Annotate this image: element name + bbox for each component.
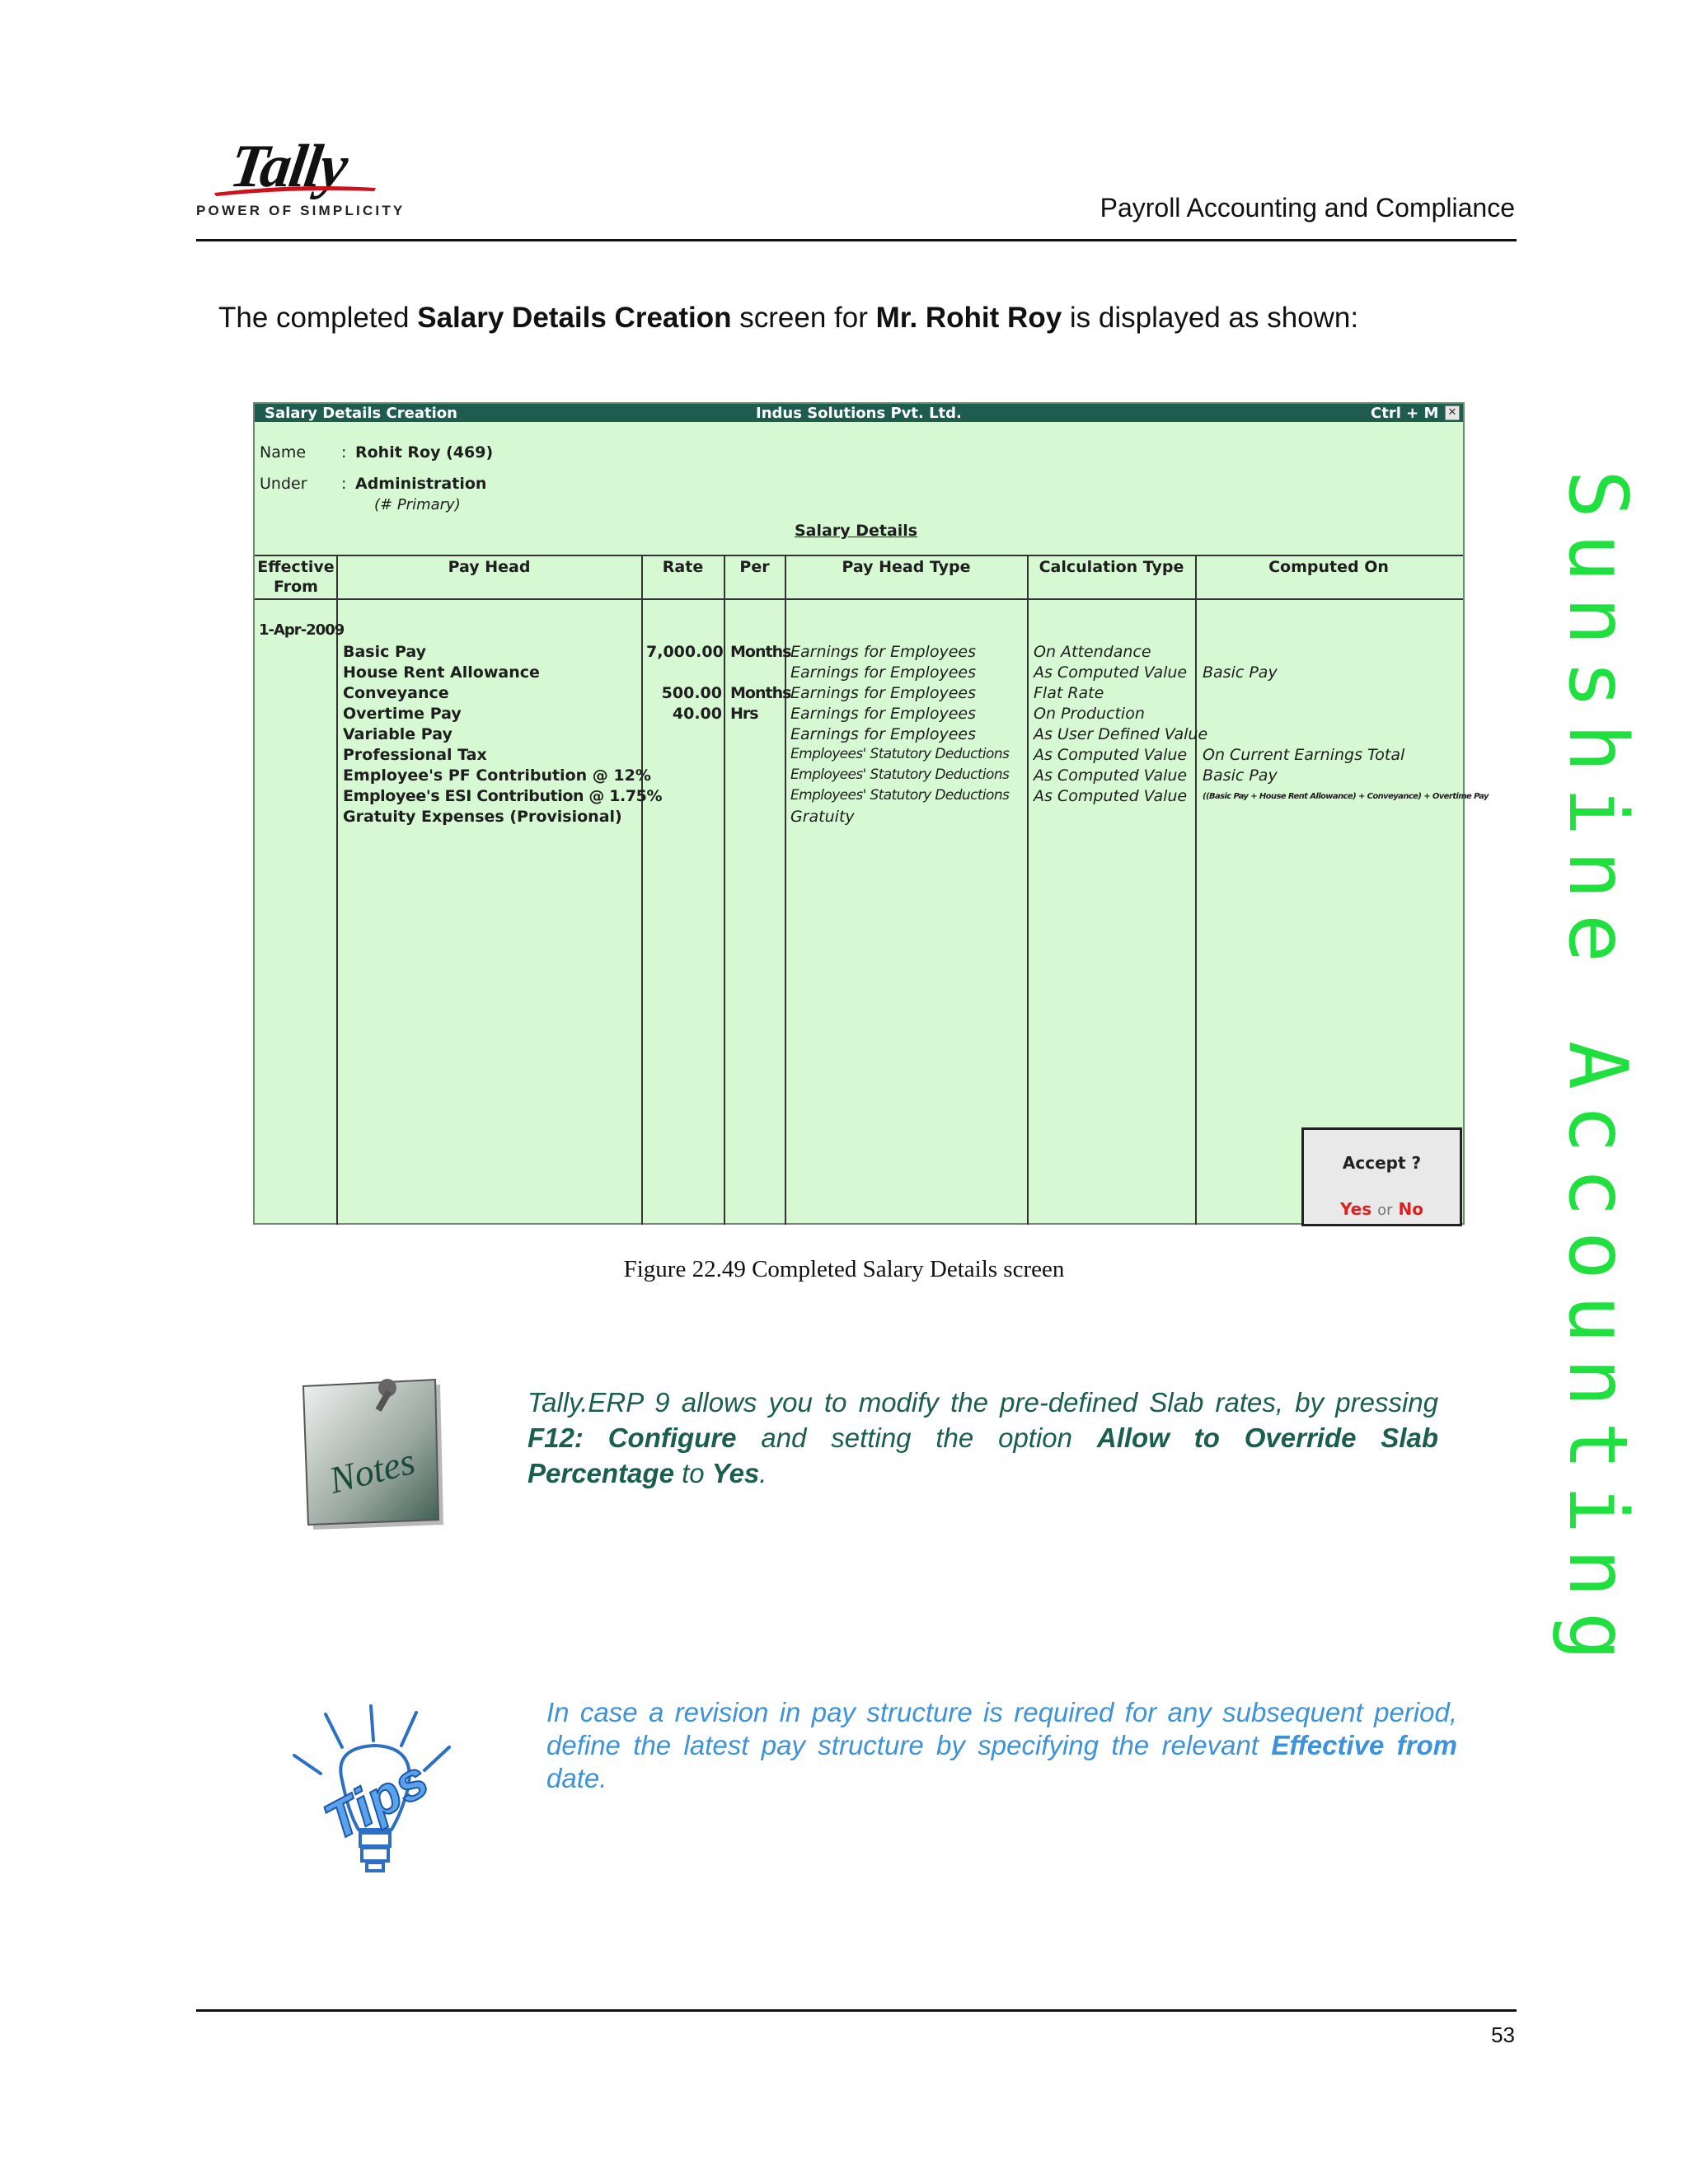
pay-head-type-cell: Earnings for Employees xyxy=(790,643,976,661)
tips-bold-effective-from: Effective from xyxy=(1271,1730,1457,1760)
per-cell: Hrs xyxy=(730,705,758,723)
pay-head-cell: Overtime Pay xyxy=(343,705,462,723)
calculation-type-cell: As Computed Value xyxy=(1034,787,1188,805)
close-icon[interactable]: ✕ xyxy=(1445,405,1460,420)
col-header-calculation-type: Calculation Type xyxy=(1039,558,1184,576)
pay-head-type-cell: Employees' Statutory Deductions xyxy=(790,787,1010,804)
pay-head-type-cell: Employees' Statutory Deductions xyxy=(790,746,1010,762)
notes-text: to xyxy=(673,1458,712,1488)
pay-head-cell: Conveyance xyxy=(343,684,449,702)
calculation-type-cell: On Production xyxy=(1034,705,1145,723)
calculation-type-cell: Flat Rate xyxy=(1034,684,1104,702)
under-label: Under xyxy=(260,475,307,493)
header-rule xyxy=(196,239,1517,241)
pay-head-cell: House Rent Allowance xyxy=(343,663,540,682)
figure-caption: Figure 22.49 Completed Salary Details screen xyxy=(623,1256,1065,1282)
table-row[interactable] xyxy=(255,787,1489,808)
pay-head-type-cell: Gratuity xyxy=(790,808,855,826)
table-row[interactable] xyxy=(255,684,1463,705)
side-watermark-text: Sunshine Accounting xyxy=(1550,470,1644,1676)
under-field[interactable]: Administration xyxy=(355,475,487,493)
intro-text: The completed xyxy=(218,302,418,334)
computed-on-cell: On Current Earnings Total xyxy=(1203,746,1405,764)
calculation-type-cell: On Attendance xyxy=(1034,643,1151,661)
side-watermark xyxy=(1550,470,1644,1722)
col-header-pay-head: Pay Head xyxy=(448,558,531,576)
col-header-computed-on: Computed On xyxy=(1268,558,1389,576)
notes-icon xyxy=(298,1370,447,1535)
tips-icon-label: Tips xyxy=(314,1748,438,1852)
per-cell: Months xyxy=(730,643,791,661)
pay-head-type-cell: Earnings for Employees xyxy=(790,663,976,682)
accept-question: Accept ? xyxy=(1342,1153,1422,1173)
rate-cell: 7,000.00 xyxy=(646,643,724,661)
name-label: Name xyxy=(260,443,307,462)
name-colon: : xyxy=(341,443,347,462)
col-header-pay-head-type: Pay Head Type xyxy=(842,558,971,576)
pay-head-cell: Employee's PF Contribution @ 12% xyxy=(343,766,651,785)
accept-dialog xyxy=(1301,1127,1462,1226)
tips-lightbulb-icon xyxy=(284,1698,466,1887)
footer-rule xyxy=(196,2009,1517,2012)
intro-bold-screen: Salary Details Creation xyxy=(417,302,732,334)
col-header-per: Per xyxy=(739,558,770,576)
col-header-effective-from: Effective From xyxy=(257,558,335,596)
tally-logo xyxy=(196,132,406,223)
effective-from-date[interactable]: 1-Apr-2009 xyxy=(259,621,345,639)
table-row[interactable] xyxy=(255,808,1463,828)
accept-or-label: or xyxy=(1377,1202,1393,1219)
table-row[interactable] xyxy=(255,746,1463,766)
accept-options xyxy=(1304,1199,1460,1219)
page-header-title: Payroll Accounting and Compliance xyxy=(1100,193,1515,223)
accept-yes-button[interactable]: Yes xyxy=(1340,1199,1372,1219)
intro-text: is displayed as shown: xyxy=(1062,302,1359,334)
notes-icon-label: Notes xyxy=(325,1439,420,1502)
computed-on-cell: ((Basic Pay + House Rent Allowance) + Conveyance) + Overtime Pay xyxy=(1203,792,1489,801)
pay-head-type-cell: Earnings for Employees xyxy=(790,684,976,702)
calculation-type-cell: As Computed Value xyxy=(1034,766,1188,785)
notes-bold-option: Allow to Override Slab Percentage xyxy=(528,1422,1439,1488)
notes-paragraph xyxy=(528,1385,1438,1491)
table-row[interactable] xyxy=(255,766,1463,787)
pay-head-type-cell: Earnings for Employees xyxy=(790,725,976,743)
name-field[interactable]: Rohit Roy (469) xyxy=(355,443,494,462)
notes-text: Tally.ERP 9 allows you to modify the pre-defined Slab rates, by pressing xyxy=(528,1387,1438,1418)
rate-cell: 500.00 xyxy=(661,684,722,702)
notes-text: . xyxy=(759,1458,767,1488)
salary-details-screen xyxy=(253,402,1489,1225)
intro-text: screen for xyxy=(731,302,876,334)
under-sub-label: (# Primary) xyxy=(374,496,461,513)
table-row[interactable] xyxy=(255,725,1463,746)
intro-paragraph xyxy=(218,302,1358,335)
table-top-border xyxy=(255,555,1463,556)
notes-bold-yes: Yes xyxy=(711,1458,760,1488)
pay-head-type-cell: Earnings for Employees xyxy=(790,705,976,723)
page-number: 53 xyxy=(1491,2022,1515,2047)
tips-text: In case a revision in pay structure is required for any subsequent period, define the latest pay structure by specifying the relevant xyxy=(546,1697,1457,1760)
pay-head-type-cell: Employees' Statutory Deductions xyxy=(790,766,1010,783)
pay-head-cell: Basic Pay xyxy=(343,643,427,661)
salary-details-heading: Salary Details xyxy=(795,522,918,540)
under-colon: : xyxy=(341,475,347,493)
screen-title: Salary Details Creation xyxy=(265,405,457,422)
notes-text: and setting the option xyxy=(736,1422,1097,1453)
intro-bold-name: Mr. Rohit Roy xyxy=(875,302,1062,334)
table-row[interactable] xyxy=(255,705,1463,725)
screen-titlebar xyxy=(255,404,1463,422)
rate-cell: 40.00 xyxy=(672,705,722,723)
calculation-type-cell: As User Defined Value xyxy=(1034,725,1208,743)
table-row[interactable] xyxy=(255,663,1463,684)
pay-head-cell: Variable Pay xyxy=(343,725,452,743)
company-name: Indus Solutions Pvt. Ltd. xyxy=(756,405,962,422)
per-cell: Months xyxy=(730,684,791,702)
logo-tagline: POWER OF SIMPLICITY xyxy=(196,203,406,218)
computed-on-cell: Basic Pay xyxy=(1203,663,1278,682)
col-header-rate: Rate xyxy=(662,558,704,576)
logo-swoosh-icon xyxy=(213,183,377,196)
pay-head-cell: Professional Tax xyxy=(343,746,487,764)
accept-no-button[interactable]: No xyxy=(1398,1199,1423,1219)
tips-paragraph xyxy=(546,1696,1457,1795)
shortcut-label: Ctrl + M xyxy=(1371,405,1439,422)
table-header-border xyxy=(255,598,1463,600)
pay-head-cell: Gratuity Expenses (Provisional) xyxy=(343,808,622,826)
logo-wordmark: Tally xyxy=(226,133,351,200)
table-row[interactable] xyxy=(255,643,1463,663)
calculation-type-cell: As Computed Value xyxy=(1034,663,1188,682)
tips-text: date. xyxy=(546,1763,607,1793)
calculation-type-cell: As Computed Value xyxy=(1034,746,1188,764)
pay-head-cell: Employee's ESI Contribution @ 1.75% xyxy=(343,787,663,805)
computed-on-cell: Basic Pay xyxy=(1203,766,1278,785)
notes-bold-f12: F12: Configure xyxy=(528,1422,737,1453)
